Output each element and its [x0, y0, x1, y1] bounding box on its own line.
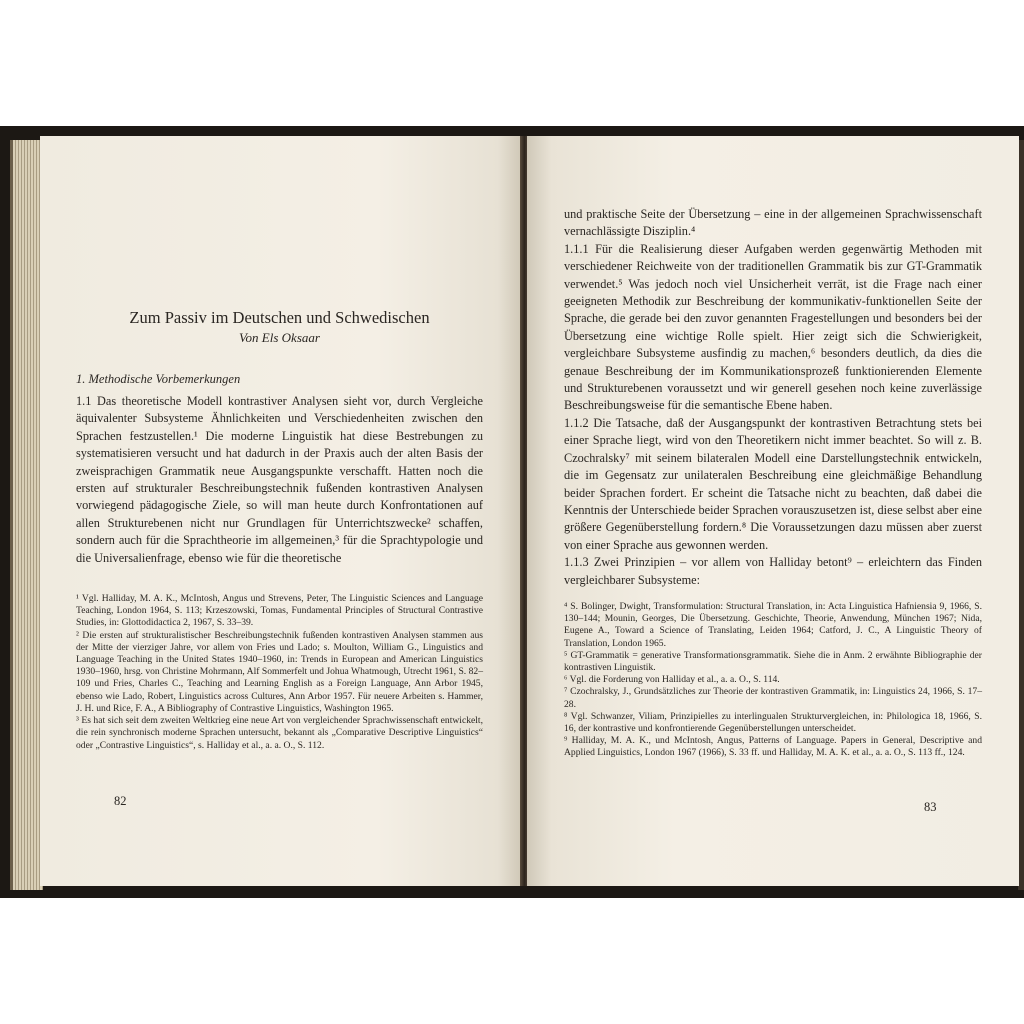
left-page-content [76, 170, 483, 752]
paragraph: 1.1.1 Für die Realisierung dieser Aufgaben werden gegenwärtig Methoden mit verschiedener Reichweite von der traditionellen Grammatik bis zur GT-Grammatik verwendet.⁵ Was jedoch noch viel Unsicherheit verrät, ist die Frage nach einer geeigneten Methodik zur Beschreibung der kommunikativ-funktionellen Seite der Sprache, die gerade bei den zuvor genannten Fragestellungen und besonders bei der Übersetzung eine wichtige Rolle spielt. Hier zeigt sich die Schwierigkeit, vergleichbare Subsysteme ausfindig zu machen,⁶ besonders deutlich, da dies die genaue Beschreibung der im Kommunikationsprozeß funktionierenden Elemente und Strukturebenen voraussetzt und wir generell gesehen noch keine zuverlässige Beschreibungsweise für die semantische Ebene haben. [564, 241, 982, 413]
footnote: ⁹ Halliday, M. A. K., und McIntosh, Angus, Patterns of Language. Papers in General, Descriptive and Applied Linguistics, London 1967 (1966), S. 33 ff. und Halliday, M. A. K. et al., a. a. O., S. 113 ff., 124. [564, 735, 982, 759]
footnote: ³ Es hat sich seit dem zweiten Weltkrieg eine neue Art von vergleichender Sprachwissenschaft entwickelt, die rein synchronisch moderne Sprachen untersucht, bekannt als „Comparative Descriptive Linguistics“ oder „Contrastive Linguistics“, s. Halliday et al., a. a. O., S. 112. [76, 715, 483, 751]
footnote: ¹ Vgl. Halliday, M. A. K., McIntosh, Angus und Strevens, Peter, The Linguistic Sciences and Language Teaching, London 1964, S. 113; Krzeszowski, Tomas, Fundamental Principles of Structural Contrastive Studies, in: Glottodidactica 2, 1967, S. 33–39. [76, 593, 483, 629]
footnote: ⁴ S. Bolinger, Dwight, Transformulation: Structural Translation, in: Acta Linguistica Hafniensia 9, 1966, S. 130–144; Mounin, Georges, Die Übersetzung. Geschichte, Theorie, Anwendung, München 1967; Nida, Eugene A., Toward a Science of Translating, Leiden 1964; Catford, J. C., A Linguistic Theory of Translation, London 1965. [564, 600, 982, 649]
page-stack-edge [10, 140, 43, 890]
footnote: ² Die ersten auf strukturalistischer Beschreibungstechnik fußenden kontrastiven Analysen stammen aus der Mitte der vierziger Jahre, vor allem von Fries und Lado; s. Moulton, William G., Linguistics and Language Teaching in the United States 1940–1960, in: Trends in European and American Linguistics 1930–1960, hrsg. von Christine Mohrmann, Alf Sommerfelt und Johua Whatmough, Utrecht 1961, S. 82–109 und Fries, Charles C., Teaching and Learning English as a Foreign Language, Ann Arbor 1945, ebenso wie Lado, Robert, Linguistics across Cultures, Ann Arbor 1957. Für neuere Arbeiten s. Hammer, J. H. und Rice, F. A., A Bibliography of Contrastive Linguistics, Washington 1965. [76, 629, 483, 714]
paragraph: 1.1 Das theoretische Modell kontrastiver Analysen sieht vor, durch Vergleiche äquivalenter Subsysteme Ähnlichkeiten und Verschiedenheiten zwischen den Sprachen festzustellen.¹ Die moderne Linguistik hat diese Bestrebungen zu systematisieren versucht und hat dadurch in der Praxis auch der alten Basis der zweisprachigen Grammatik neue Ausgangspunkte verschafft. Hatten noch die ersten auf strukturaler Beschreibungstechnik fußenden kontrastiven Analysen vorwiegend pädagogische Ziele, so will man heute durch Konfrontationen auf allen Strukturebenen nicht nur Grundlagen für Unterrichtszwecke² schaffen, sondern auch für die Sprachtheorie im allgemeinen,³ für die Sprachtypologie und die Universalienfrage, ebenso wie für die theoretische [76, 394, 483, 565]
paragraph: 1.1.3 Zwei Prinzipien – vor allem von Halliday betont⁹ – erleichtern das Finden vergleichbarer Subsysteme: [564, 555, 982, 587]
paragraph: 1.1.2 Die Tatsache, daß der Ausgangspunkt der kontrastiven Betrachtung stets bei einer Sprache liegt, wird von den Theoretikern nicht immer beachtet. So will z. B. Czochralsky⁷ mit seinem bilateralen Modell eine Darstellungstechnik entwickeln, die im Gegensatz zur unilateralen Beschreibung eine gleichmäßige Behandlung beider Sprachen fordert. Er scheint die Tatsache nicht zu beachten, daß dabei die Kenntnis der Unterschiede beider Sprachen vorauszusetzen ist, diese selbst aber eine größere Gegenüberstellung fordern.⁸ Die Voraussetzungen dazu müssen aber zuerst von einer Sprache aus gewonnen werden. [564, 415, 982, 552]
footnotes-left [76, 593, 483, 752]
article-author: Von Els Oksaar [239, 330, 320, 345]
footnotes-right [564, 601, 982, 760]
right-page-content [564, 206, 982, 760]
page-number-left: 82 [114, 794, 127, 808]
footnote: ⁵ GT-Grammatik = generative Transformationsgrammatik. Siehe die in Anm. 2 erwähnte Bibliographie der kontrastiven Linguistik. [564, 649, 982, 673]
article-title: Zum Passiv im Deutschen und Schwedischen [129, 308, 430, 327]
footnote: ⁶ Vgl. die Forderung von Halliday et al., a. a. O., S. 114. [564, 674, 780, 686]
section-heading: 1. Methodische Vorbemerkungen [76, 372, 241, 386]
paragraph: und praktische Seite der Übersetzung – eine in der allgemeinen Sprachwissenschaft vernachlässigte Disziplin.⁴ [564, 207, 982, 239]
page-number-right: 83 [924, 800, 937, 814]
footnote: ⁸ Vgl. Schwanzer, Viliam, Prinzipielles zu interlingualen Strukturvergleichen, in: Philologica 18, 1966, S. 16, der kontrastive und konfrontierende Gegenüberstellungen unterscheidet. [564, 710, 982, 734]
footnote: ⁷ Czochralsky, J., Grundsätzliches zur Theorie der kontrastiven Grammatik, in: Linguistics 24, 1966, S. 17–28. [564, 686, 982, 710]
